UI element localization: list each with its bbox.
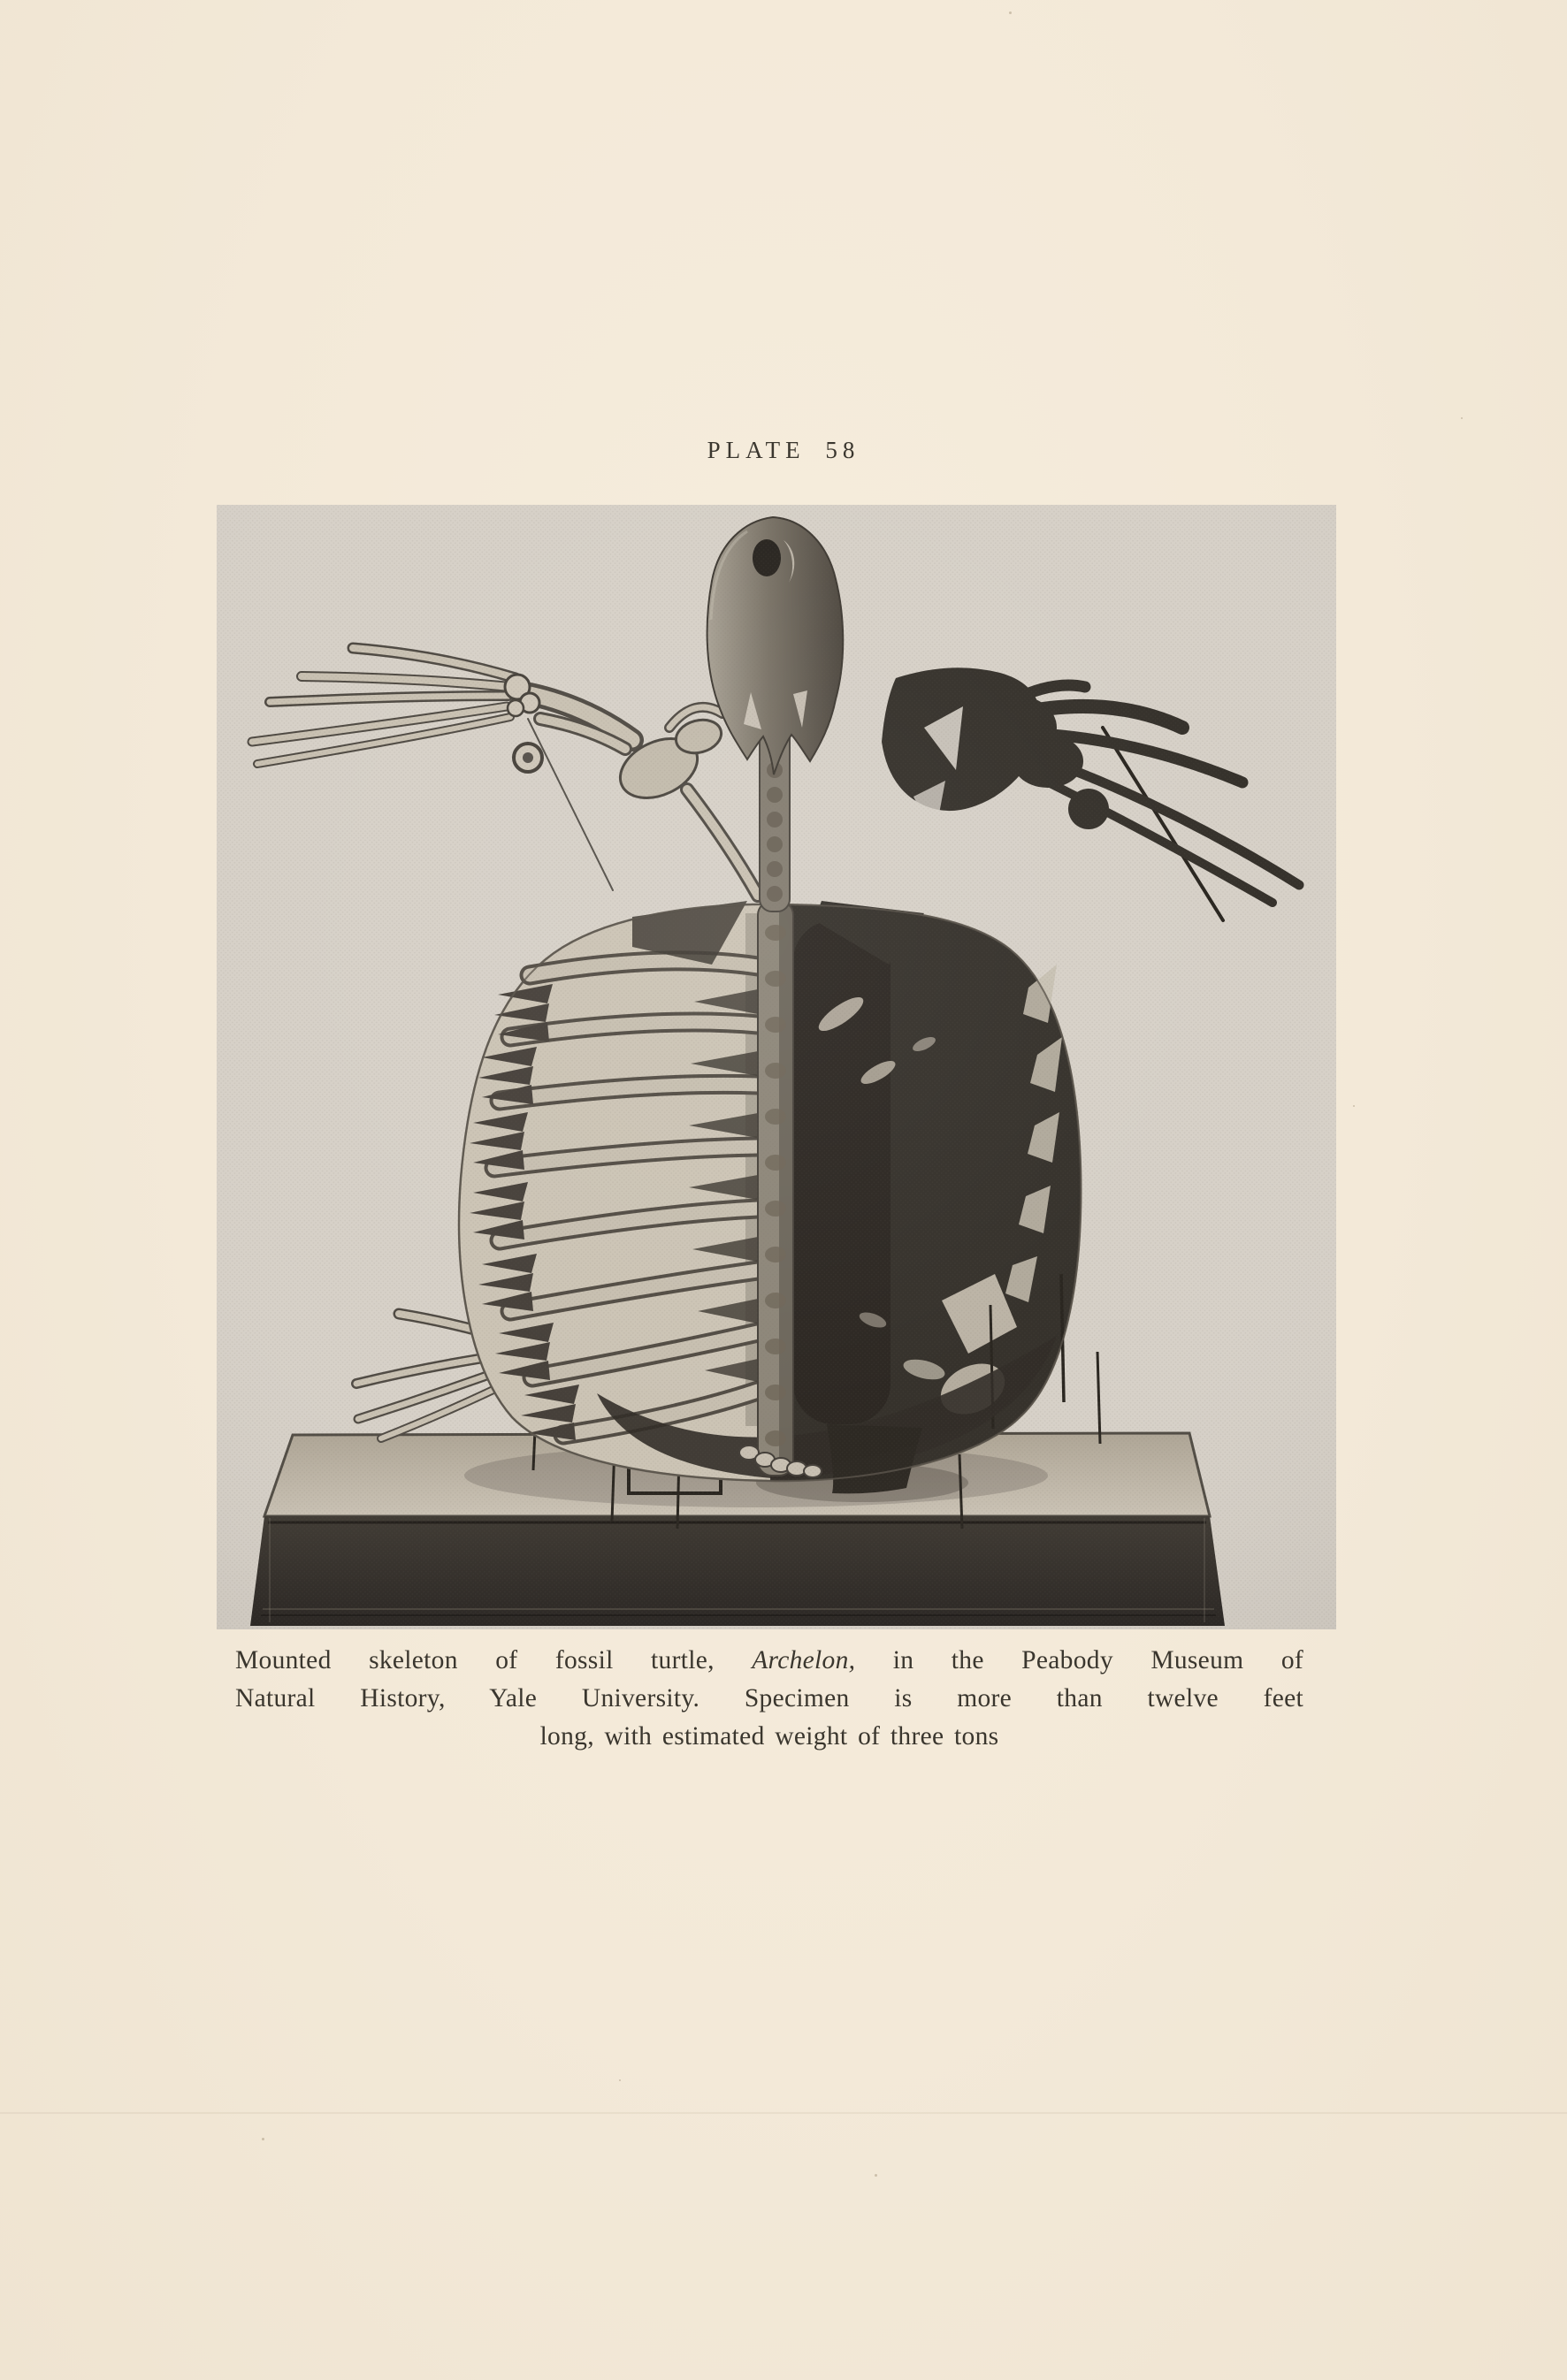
paper-speck <box>875 2174 877 2177</box>
paper-speck <box>1461 417 1463 419</box>
plate-label: PLATE 58 <box>707 437 860 463</box>
paper-speck <box>619 2079 621 2081</box>
paper-speck <box>1353 1105 1355 1107</box>
paper-crease <box>0 2112 1567 2114</box>
paper-speck <box>1009 11 1012 14</box>
caption-line-3: long, with estimated weight of three tons <box>539 1722 999 1751</box>
paper-speck <box>262 2138 264 2140</box>
vignette <box>217 505 1336 1629</box>
caption-line-1: Mounted skeleton of fossil turtle, Archelon, in the Peabody Museum of <box>235 1646 1303 1674</box>
caption <box>235 1642 1303 1756</box>
archelon-photograph <box>217 505 1336 1629</box>
caption-line-2: Natural History, Yale University. Specimen is more than twelve feet <box>235 1684 1303 1713</box>
archelon-skeleton-illustration <box>217 505 1336 1629</box>
caption-species-italic: Archelon, <box>752 1646 856 1674</box>
